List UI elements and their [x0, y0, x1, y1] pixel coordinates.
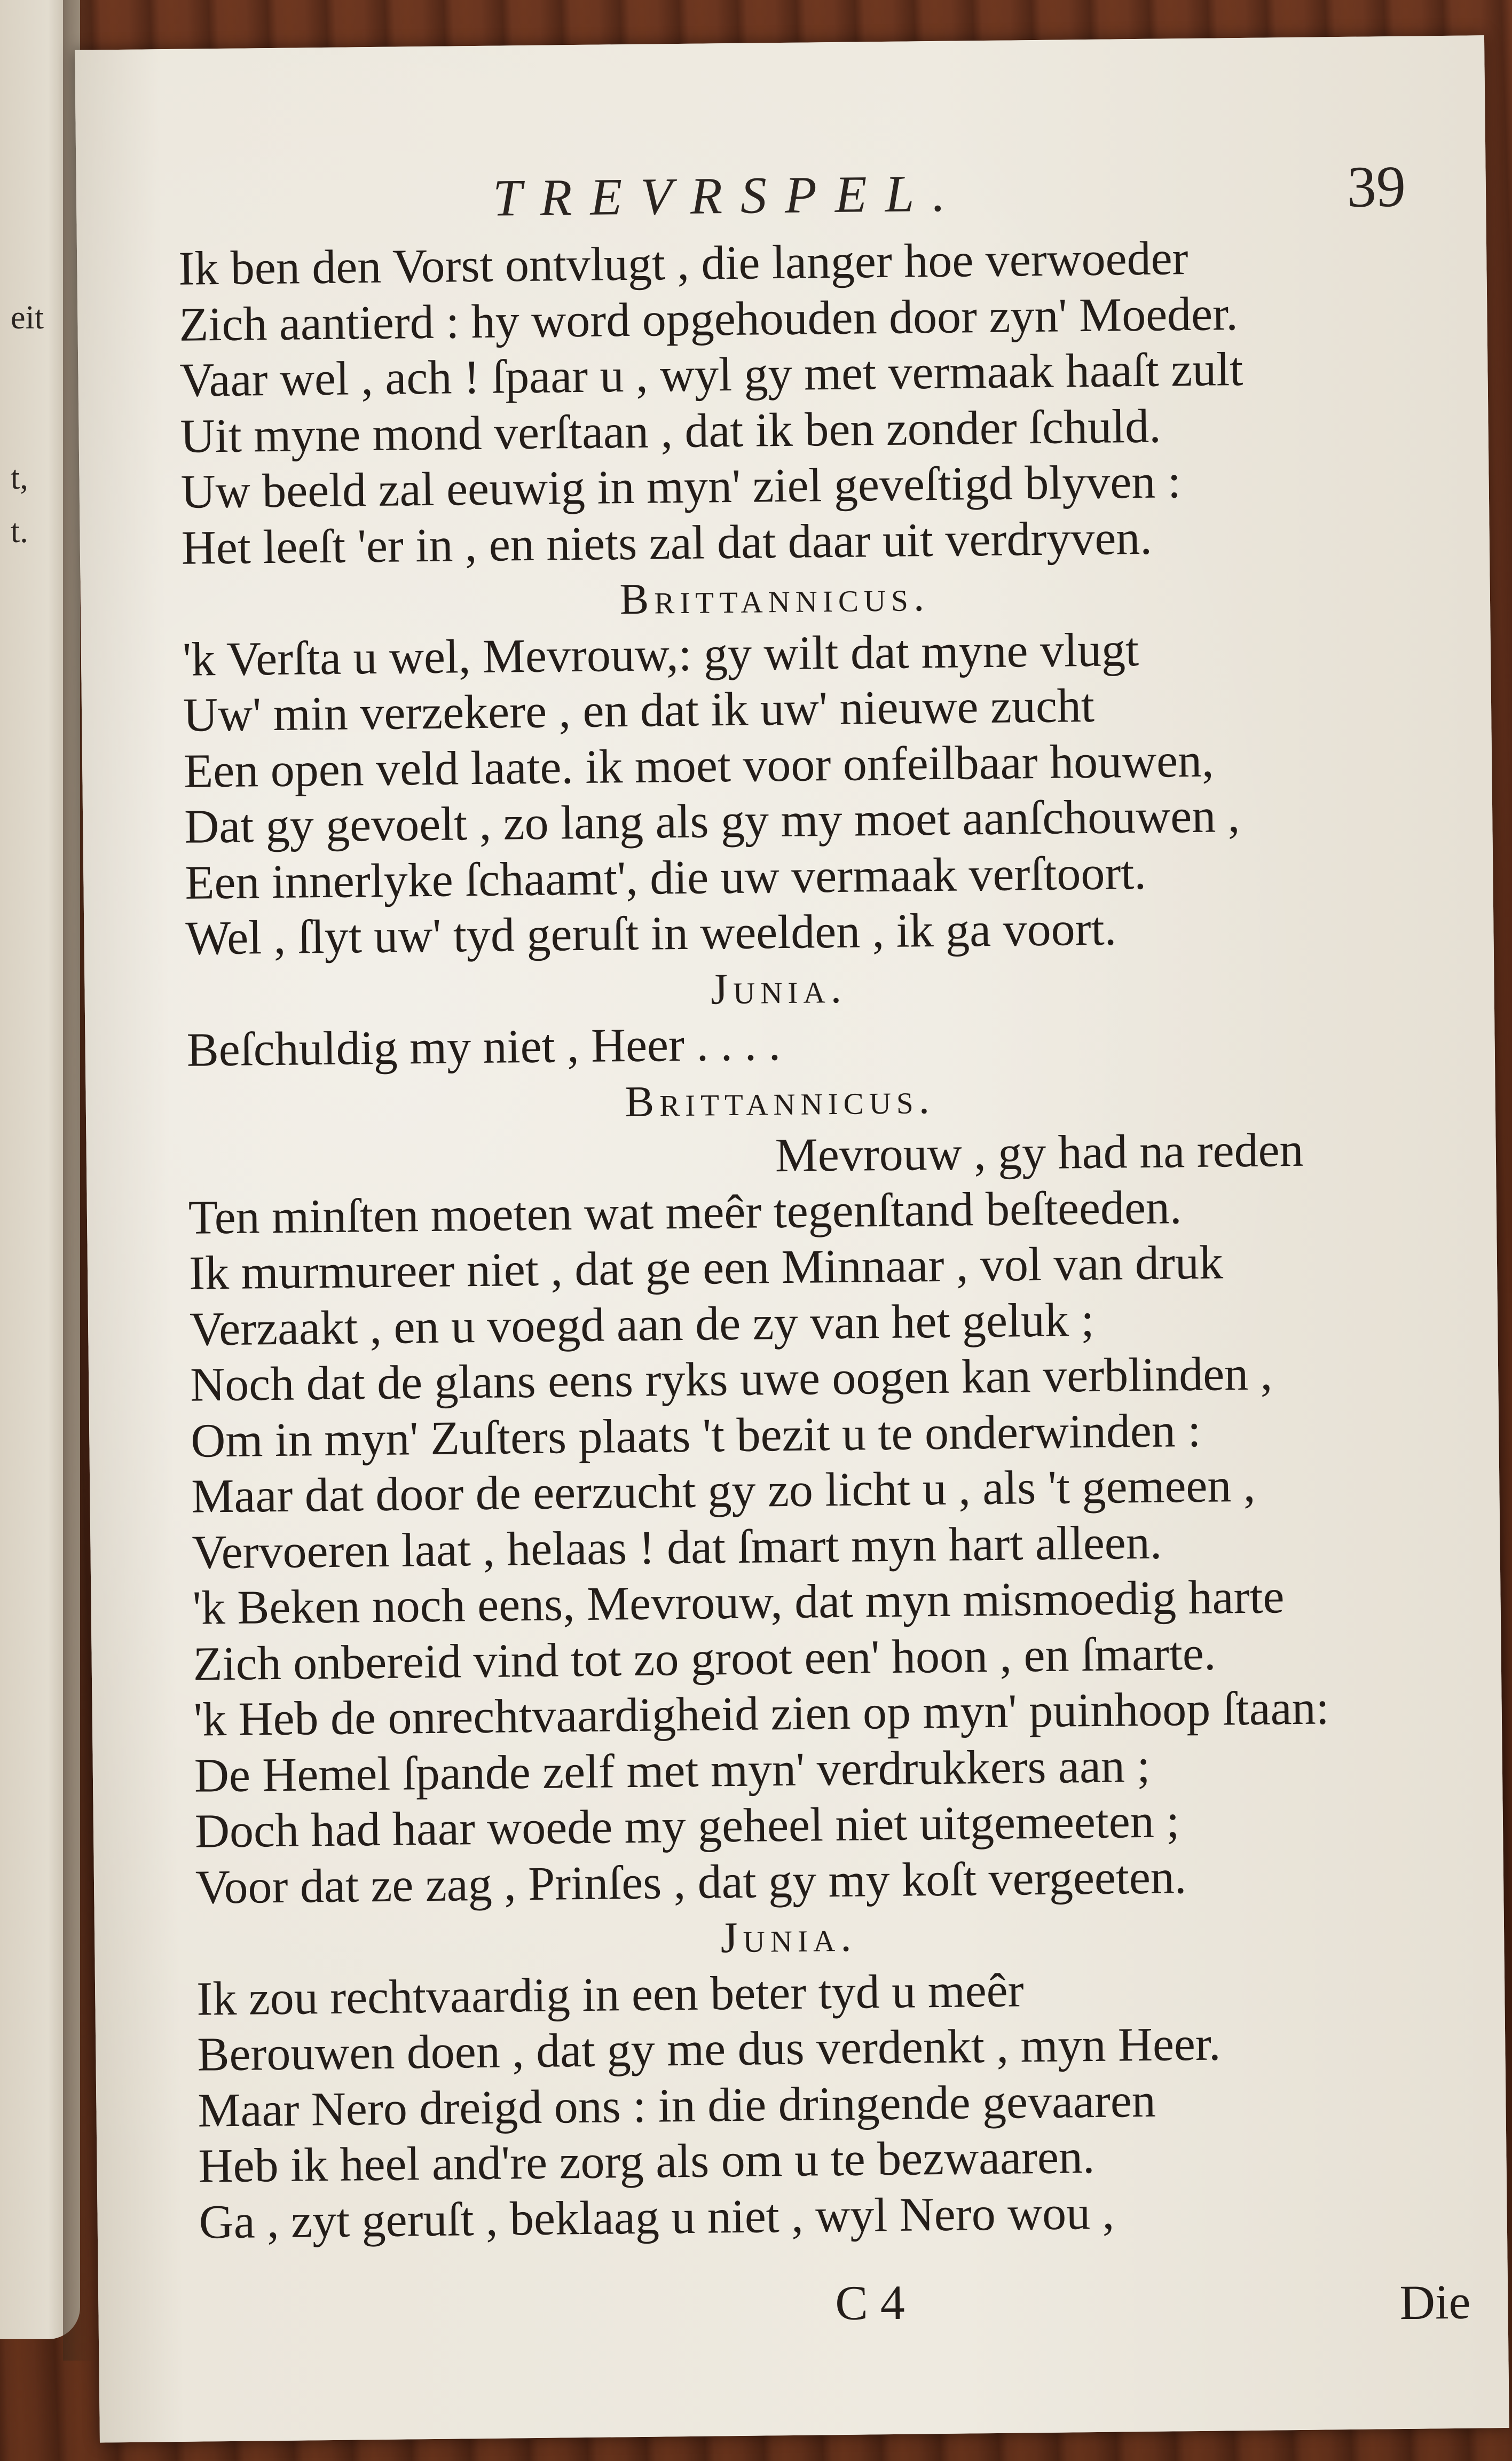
verse-text-block: [178, 228, 1491, 2250]
verse-line: Ik ben den Vorst ontvlugt , die langer hoe verwoeder: [178, 232, 1188, 295]
verse-line: Vervoeren laat , helaas ! dat ſmart myn hart alleen.: [192, 1516, 1162, 1579]
verse-line: Heb ik heel and're zorg als om u te bezwaaren.: [198, 2130, 1095, 2193]
verse-line: Het leeſt 'er in , en niets zal dat daar uit verdryven.: [181, 511, 1153, 575]
verse-line: Beſchuldig my niet , Heer . . . .: [186, 1017, 781, 1077]
verse-line: De Hemel ſpande zelf met myn' verdrukkers aan ;: [194, 1739, 1151, 1802]
verse-line: Ten minſten moeten wat meêr tegenſtand beſteeden.: [188, 1180, 1182, 1244]
catchword: Die: [1399, 2274, 1471, 2330]
verse-line: Wel , ſlyt uw' tyd geruſt in weelden , ik ga voort.: [185, 902, 1117, 965]
verse-line: Maar dat door de eerzucht gy zo licht u , als 't gemeen ,: [191, 1459, 1256, 1523]
speaker-name: Brittannicus.: [624, 1073, 935, 1126]
signature-mark: C 4: [834, 2275, 905, 2331]
verse-line: Verzaakt , en u voegd aan de zy van het geluk ;: [189, 1293, 1094, 1356]
verse-line: Berouwen doen , dat gy me dus verdenkt , myn Heer.: [196, 2017, 1221, 2081]
verse-line: Zich aantierd : hy word opgehouden door zyn' Moeder.: [178, 287, 1239, 351]
speaker-name: Brittannicus.: [619, 571, 930, 624]
left-page-fragment: t,: [11, 460, 28, 496]
verse-line: Een open veld laate. ik moet voor onfeilbaar houwen,: [183, 734, 1214, 798]
left-page-fragment: eit: [11, 300, 44, 336]
verse-line: Ga , zyt geruſt , beklaag u niet , wyl Nero wou ,: [199, 2186, 1115, 2249]
verse-line: Voor dat ze zag , Prinſes , dat gy my koſt vergeeten.: [195, 1850, 1187, 1914]
left-page-fragment: t.: [11, 513, 28, 550]
verse-line: Uw beeld zal eeuwig in myn' ziel geveſtigd blyven :: [180, 455, 1182, 519]
verse-line: Uit myne mond verſtaan , dat ik ben zonder ſchuld.: [180, 399, 1162, 463]
speaker-name: Junia.: [720, 1911, 857, 1962]
verse-line: 'k Beken noch eens, Mevrouw, dat myn mismoedig harte: [192, 1570, 1285, 1635]
verse-line: Mevrouw , gy had na reden: [775, 1123, 1304, 1182]
verse-line: Ik murmureer niet , dat ge een Minnaar , vol van druk: [188, 1236, 1224, 1300]
speaker-name: Junia.: [710, 963, 847, 1013]
verse-line: Doch had haar woede my geheel niet uitgemeeten ;: [194, 1794, 1180, 1858]
page-footer: [98, 2268, 1508, 2352]
verse-line: Zich onbereid vind tot zo groot een' hoon , en ſmarte.: [193, 1627, 1216, 1691]
verse-line: Een innerlyke ſchaamt', die uw vermaak verſtoort.: [184, 846, 1147, 910]
verse-line: Noch dat de glans eens ryks uwe oogen kan verblinden ,: [190, 1347, 1273, 1412]
page-number: 39: [1346, 153, 1406, 220]
running-head: TREVRSPEL.: [492, 164, 964, 228]
verse-line: Om in myn' Zuſters plaats 't bezit u te onderwinden :: [190, 1404, 1201, 1468]
verse-line: Maar Nero dreigd ons : in die dringende gevaaren: [197, 2074, 1156, 2137]
verse-line: Ik zou rechtvaardig in een beter tyd u meêr: [196, 1963, 1025, 2026]
verse-line: Dat gy gevoelt , zo lang als gy my moet aanſchouwen ,: [184, 789, 1240, 853]
verse-line: Uw' min verzekere , en dat ik uw' nieuwe zucht: [183, 679, 1095, 742]
verse-line: 'k Heb de onrechtvaardigheid zien op myn' puinhoop ſtaan:: [193, 1681, 1330, 1746]
verse-line: 'k Verſta u wel, Mevrouw,: gy wilt dat myne vlugt: [182, 623, 1139, 686]
verse-line: Vaar wel , ach ! ſpaar u , wyl gy met vermaak haaſt zult: [179, 342, 1243, 407]
book-page: [75, 35, 1509, 2442]
